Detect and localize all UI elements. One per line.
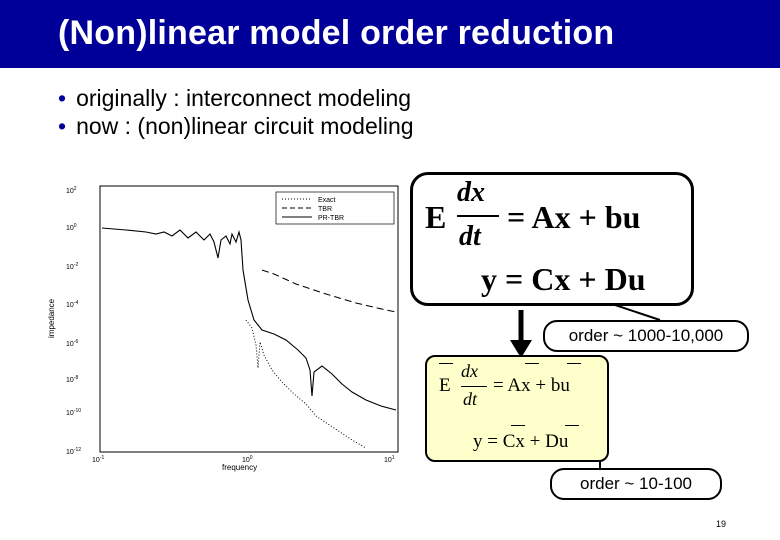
x-axis-label: frequency	[222, 463, 258, 472]
eq-frac-num: dx	[461, 361, 478, 381]
full-model-box	[410, 172, 694, 306]
eq-bar	[439, 363, 453, 364]
order-large-label: order ~ 1000-10,000	[543, 320, 749, 352]
eq-frac-num: dx	[457, 177, 485, 208]
eq-frac-bar	[461, 386, 487, 387]
legend-label: Exact	[318, 197, 336, 204]
x-tick-label: $10^1$	[384, 455, 395, 464]
y-tick-label: $10^{-12}$	[66, 447, 82, 456]
slide-title: (Non)linear model order reduction	[58, 14, 615, 52]
x-tick-label: $10^{-1}$	[92, 455, 105, 464]
eq-bar	[565, 425, 579, 426]
bullet-text: originally : interconnect modeling	[76, 85, 412, 111]
eq-bar	[525, 363, 539, 364]
bullet-icon: •	[58, 85, 67, 111]
eq-E: E	[439, 375, 451, 396]
order-small-label: order ~ 10-100	[550, 468, 722, 500]
eq-rhs: = Ax + bu	[507, 199, 641, 235]
eq-bar	[567, 363, 581, 364]
y-tick-label: $10^{-2}$	[66, 262, 79, 271]
eq-E: E	[425, 199, 447, 235]
legend-label: PR-TBR	[318, 215, 345, 222]
eq-output: y = Cx + Du	[473, 431, 569, 452]
eq-rhs: = Ax + bu	[493, 375, 570, 396]
x-tick-label: $10^0$	[242, 455, 253, 464]
eq-bar	[511, 425, 525, 426]
bullet-text: now : (non)linear circuit modeling	[76, 113, 414, 139]
y-tick-label: $10^{-8}$	[66, 375, 79, 384]
y-tick-label: $10^{-6}$	[66, 339, 79, 348]
reduced-model-box	[425, 355, 609, 462]
y-tick-label: $10^2$	[66, 186, 77, 195]
eq-frac-den: dt	[463, 389, 478, 409]
legend-label: TBR	[318, 206, 332, 213]
eq-frac-den: dt	[459, 221, 481, 252]
y-axis-label: impedance	[47, 298, 56, 338]
y-tick-label: $10^{-10}$	[66, 408, 82, 417]
y-tick-label: $10^0$	[66, 223, 77, 232]
eq-frac-bar	[457, 215, 499, 217]
bullet-icon: •	[58, 113, 67, 139]
y-tick-label: $10^{-4}$	[66, 300, 79, 309]
eq-output: y = Cx + Du	[481, 261, 646, 297]
page-number: 19	[716, 519, 727, 529]
